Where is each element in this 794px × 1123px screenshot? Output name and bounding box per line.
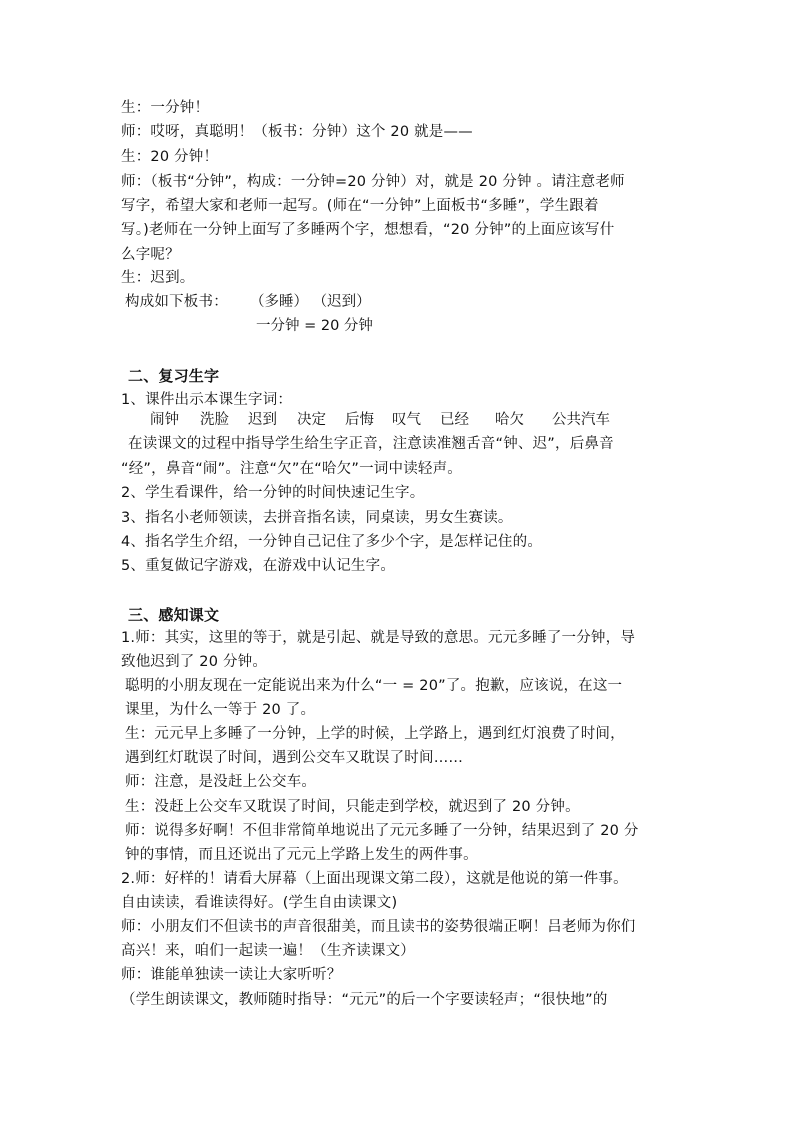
text-line: 师：注意，是没赶上公交车。 [125,774,317,790]
word-item: 迟到 [248,412,277,428]
text-line: 师：谁能单独读一读让大家听听？ [121,967,342,983]
text-line: 2.师：好样的！请看大屏幕（上面出现课文第二段），这就是他说的第一件事。 [121,871,628,887]
text-line: 4、指名学生介绍，一分钟自己记住了多少个字，是怎样记住的。 [121,534,543,550]
word-item: 叹气 [392,412,421,428]
text-line: 1.师：其实，这里的等于，就是引起、就是导致的意思。元元多睡了一分钟，导 [121,630,636,646]
section-heading: 三、感知课文 [128,606,220,624]
text-line: 师：哎呀，真聪明！（板书：分钟）这个 20 就是—— [121,124,473,140]
section-heading: 二、复习生字 [128,367,220,385]
text-line: 高兴！来，咱们一起读一遍！（生齐读课文） [121,943,415,959]
text-line: 写。)老师在一分钟上面写了多睡两个字，想想看，“20 分钟”的上面应该写什 [121,222,615,238]
text-line: 2、学生看课件，给一分钟的时间快速记生字。 [121,485,425,501]
text-line: 师：（板书“分钟”，构成：一分钟=20 分钟）对，就是 20 分钟 。请注意老师 [121,174,625,190]
word-item: 已经 [440,412,469,428]
text-line: 在读课文的过程中指导学生给生字正音，注意读准翘舌音“钟、迟”，后鼻音 [128,436,614,452]
board-formula: 一分钟 = 20 分钟 [256,318,373,334]
text-line: 生：20 分钟！ [121,149,219,165]
text-line: 么字呢？ [121,247,180,263]
text-line: 生：迟到。 [121,270,195,286]
text-line: 生：没赶上公交车又耽误了时间，只能走到学校，就迟到了 20 分钟。 [125,799,580,815]
text-line: 1、课件出示本课生字词： [121,392,293,408]
word-item: 哈欠 [495,412,524,428]
text-line: 自由读读，看谁读得好。(学生自由读课文) [121,895,398,911]
word-item: 洗脸 [200,412,229,428]
board-top-row: （多睡） （迟到） [250,294,371,310]
text-line: 写字，希望大家和老师一起写。(师在“一分钟”上面板书“多睡”，学生跟着 [121,198,599,214]
text-line: 生：一分钟！ [121,100,210,116]
text-line: （学生朗读课文，教师随时指导：“元元”的后一个字要读轻声；“很快地”的 [121,992,608,1008]
word-item: 后悔 [345,412,374,428]
text-line: 师：说得多好啊！不但非常简单地说出了元元多睡了一分钟，结果迟到了 20 分 [125,823,639,839]
word-item: 公共汽车 [552,412,610,428]
text-line: 5、重复做记字游戏，在游戏中认记生字。 [121,558,396,574]
text-line: 师：小朋友们不但读书的声音很甜美，而且读书的姿势很端正啊！吕老师为你们 [121,919,636,935]
text-line: “经”，鼻音“闹”。注意“欠”在“哈欠”一词中读轻声。 [121,461,462,477]
text-line: 课里，为什么一等于 20 了。 [125,702,316,718]
word-item: 闹钟 [150,412,179,428]
text-line: 3、指名小老师领读，去拼音指名读，同桌读，男女生赛读。 [121,510,513,526]
text-line: 致他迟到了 20 分钟。 [121,654,268,670]
text-line: 构成如下板书： [125,294,228,310]
text-line: 生：元元早上多睡了一分钟，上学的时候，上学路上，遇到红灯浪费了时间， [125,726,625,742]
text-line: 钟的事情，而且还说出了元元上学路上发生的两件事。 [125,847,478,863]
word-item: 决定 [297,412,326,428]
text-line: 聪明的小朋友现在一定能说出来为什么“一 = 20”了。抱歉，应该说，在这一 [125,678,623,694]
text-line: 遇到红灯耽误了时间，遇到公交车又耽误了时间…… [125,750,464,766]
